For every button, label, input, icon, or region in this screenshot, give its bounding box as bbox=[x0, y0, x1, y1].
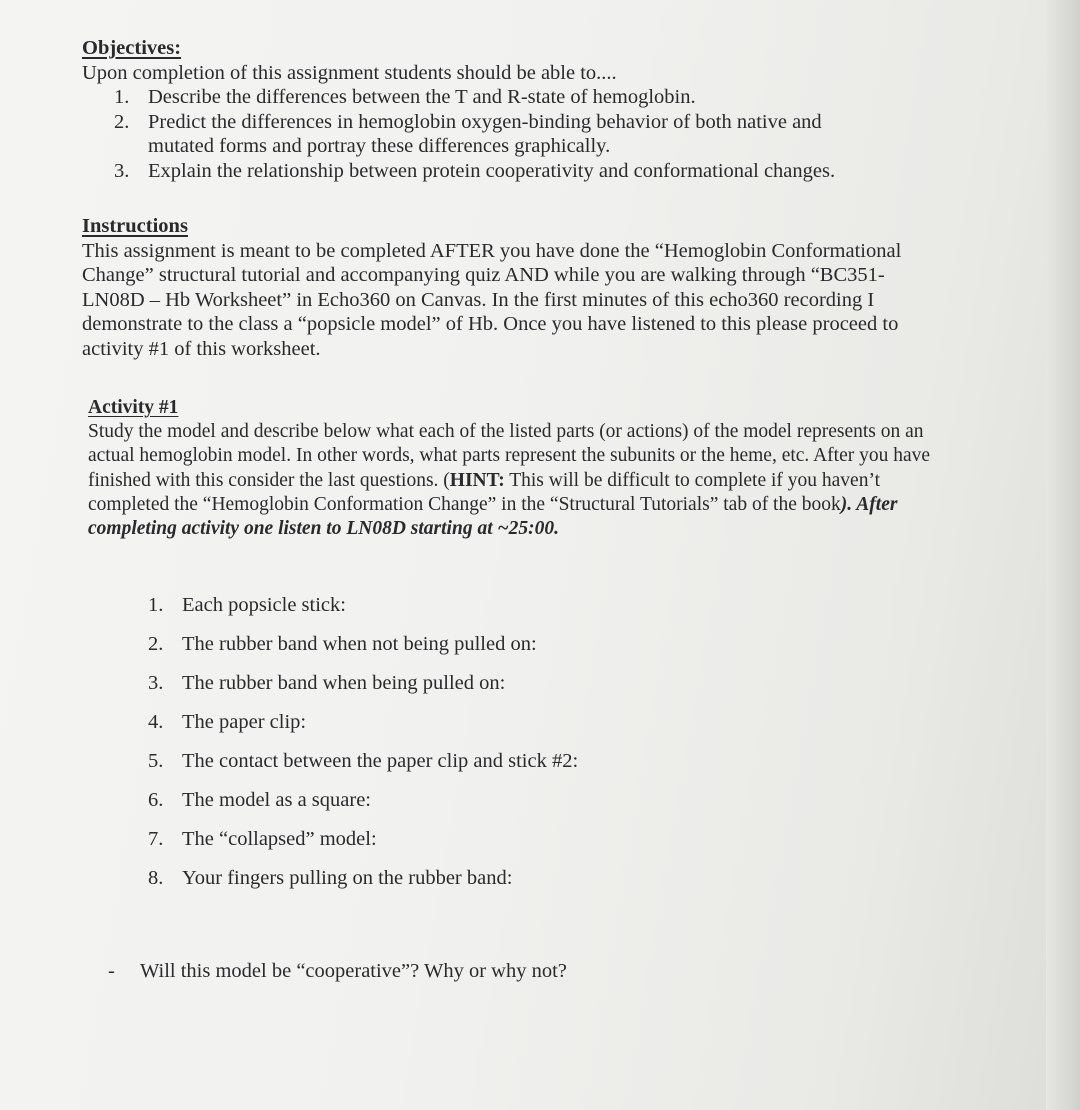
activity-section bbox=[88, 396, 943, 541]
item-text: Each popsicle stick: bbox=[182, 594, 346, 616]
instructions-body: This assignment is meant to be completed AFTER you have done the “Hemoglobin Conformational Change” structural tutorial and accompanying quiz AND while you are walking through “BC351- LN08D – Hb Worksheet” in Echo360 on Canvas. In the first minutes of this echo360 recording I demonstrate to the class a “popsicle model” of Hb. Once you have listened to this please proceed to activity #1 of this worksheet. bbox=[82, 239, 902, 360]
activity-item bbox=[148, 748, 578, 787]
objective-text: Explain the relationship between protein cooperativity and conformational changes. bbox=[148, 159, 836, 182]
item-text: The rubber band when not being pulled on: bbox=[182, 633, 537, 655]
objectives-intro: Upon completion of this assignment students should be able to.... bbox=[82, 61, 617, 84]
activity-item bbox=[148, 592, 578, 631]
bullet-dash: - bbox=[108, 960, 115, 982]
objective-item bbox=[114, 85, 884, 110]
activity-body-text: Study the model and describe below what each of the listed parts (or actions) of the model represents on an actual hemoglobin model. In other words, what parts represent the subunits or the heme, etc. After you have finished with this consider the last questions. ( bbox=[88, 421, 931, 491]
item-text: The “collapsed” model: bbox=[182, 828, 377, 850]
item-text: The rubber band when being pulled on: bbox=[182, 672, 506, 694]
activity-instruction-italic: ). After completing activity one listen to LN08D starting at ~25:00. bbox=[88, 493, 898, 540]
objective-number: 1. bbox=[114, 86, 130, 108]
objectives-heading: Objectives: bbox=[82, 37, 182, 59]
item-number: 3. bbox=[148, 672, 164, 694]
activity-list bbox=[148, 592, 578, 904]
item-text: The contact between the paper clip and stick #2: bbox=[182, 750, 579, 772]
activity-item bbox=[148, 670, 578, 709]
item-text: Your fingers pulling on the rubber band: bbox=[182, 867, 513, 889]
item-text: The model as a square: bbox=[182, 789, 371, 811]
activity-item bbox=[148, 709, 578, 748]
item-number: 7. bbox=[148, 828, 164, 850]
item-number: 6. bbox=[148, 789, 164, 811]
objective-item bbox=[114, 110, 884, 159]
item-number: 4. bbox=[148, 711, 164, 733]
activity-item bbox=[148, 865, 578, 904]
objective-text: Describe the differences between the T and R-state of hemoglobin. bbox=[148, 86, 696, 108]
activity-heading: Activity #1 bbox=[88, 397, 179, 418]
activity-item bbox=[148, 787, 578, 826]
item-number: 2. bbox=[148, 633, 164, 655]
hint-label: HINT: bbox=[449, 469, 505, 491]
item-number: 1. bbox=[148, 594, 164, 616]
page-edge bbox=[1046, 0, 1080, 1110]
item-number: 5. bbox=[148, 750, 164, 772]
objective-text: Predict the differences in hemoglobin oxygen-binding behavior of both native and mutated forms and portray these differences graphically. bbox=[148, 110, 822, 157]
activity-body bbox=[88, 420, 943, 541]
cooperative-question bbox=[108, 960, 567, 983]
objective-number: 2. bbox=[114, 110, 130, 133]
objectives-section bbox=[82, 36, 912, 183]
instructions-section bbox=[82, 214, 937, 361]
objective-item bbox=[114, 159, 918, 184]
item-text: The paper clip: bbox=[182, 711, 307, 733]
activity-item bbox=[148, 826, 578, 865]
objective-number: 3. bbox=[114, 159, 130, 182]
item-number: 8. bbox=[148, 867, 164, 889]
objectives-list bbox=[82, 85, 884, 183]
instructions-heading: Instructions bbox=[82, 215, 188, 237]
activity-item bbox=[148, 631, 578, 670]
activity-body-text-2: This will be difficult to complete if you haven’t completed the “Hemoglobin Conformation Change” in the “Structural Tutorials” tab of the book bbox=[88, 469, 881, 515]
question-text: Will this model be “cooperative”? Why or why not? bbox=[140, 960, 567, 982]
